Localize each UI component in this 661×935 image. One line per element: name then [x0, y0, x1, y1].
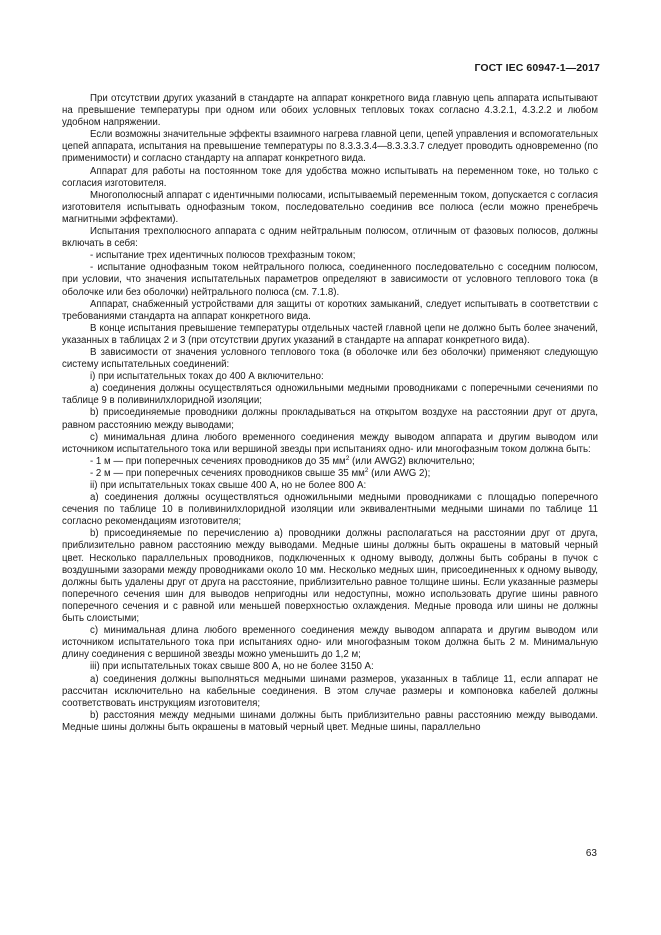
list-item: c) минимальная длина любого временного соединения между выводом аппарата и другим выводом или источником испытательного тока при испытаниях одно- или многофазным током должна быть 2 м. Минимальную длину соединения с вершиной звезды можно уменьшить до 1,2 м;: [62, 625, 598, 661]
paragraph: Аппарат, снабженный устройствами для защиты от коротких замыканий, следует испытывать в соответствии с требованиями стандарта на аппарат конкретного вида.: [62, 298, 598, 322]
paragraph: В зависимости от значения условного теплового тока (в оболочке или без оболочки) применяют следующую систему испытательных соединений:: [62, 346, 598, 371]
paragraph: Аппарат для работы на постоянном токе для удобства можно испытывать на переменном токе, но только с согласия изготовителя.: [62, 165, 598, 189]
list-item: b) присоединяемые проводники должны прокладываться на открытом воздухе на расстоянии друг от друга, равном расстоянию между выводами;: [62, 407, 598, 431]
paragraph: При отсутствии других указаний в стандарте на аппарат конкретного вида главную цепь аппарата испытывают на превышение температуры при одном или обоих условных тепловых токах согласно 4.3.2.1, 4.3.2.2 и любом удобном напряжении.: [62, 93, 598, 129]
list-item: - испытание однофазным током нейтрального полюса, соединенного последовательно с соседним полюсом, при условии, что значения испытательных параметров определяют в зависимости от условного теплового тока (в оболочке или без оболочки) нейтрального полюса (см. 7.1.8).: [62, 262, 598, 298]
list-item: iii) при испытательных токах свыше 800 А, но не более 3150 А:: [90, 661, 374, 673]
text-fragment: (или AWG2) включительно;: [349, 455, 475, 467]
list-item: [62, 468, 598, 480]
list-item: - испытание трех идентичных полюсов трехфазным током;: [90, 250, 356, 262]
list-item: b) присоединяемые по перечислению а) проводники должны располагаться на расстоянии друг от друга, приблизительно равном расстоянию между выводами. Медные шины должны быть окрашены в матовый черный цвет. Несколько параллельных проводников, подключенных к одному выводу, должны быть собраны в пучок с воздушными зазорами между проводниками около 10 мм. Несколько медных шин, присоединенных к одному выводу, должны быть удалены друг от друга на расстояние, приблизительно равное толщине шины. Если указанные размеры поперечного сечения шин для выводов непригодны или недоступны, можно использовать другие шины равного поперечного сечения и с равной или меньшей поверхностью охлаждения. Медные провода или шины не должны быть слоистыми;: [62, 528, 598, 625]
page-number: 63: [585, 848, 597, 859]
paragraph: Если возможны значительные эффекты взаимного нагрева главной цепи, цепей управления и вспомогательных цепей аппарата, испытания на превышение температуры по 8.3.3.3.4—8.3.3.3.7 следует проводить одновременно (по применимости) и согласно стандарту на аппарат конкретного вида.: [62, 129, 598, 165]
list-item: b) расстояния между медными шинами должны быть приблизительно равны расстоянию между выводами. Медные шины должны быть окрашены в матовый черный цвет. Медные шины, параллельно: [62, 709, 598, 733]
list-item: a) соединения должны осуществляться одножильными медными проводниками с поперечными сечениями по таблице 9 в поливинилхлоридной изоляции;: [62, 383, 598, 407]
list-item: a) соединения должны выполняться медными шинами размеров, указанных в таблице 11, если аппарат не рассчитан исключительно на кабельные соединения. В этом случае размеры и компоновка кабелей должны соответствовать инструкциям изготовителя;: [62, 673, 598, 709]
text-fragment: - 2 м — при поперечных сечениях проводников свыше 35 мм: [90, 467, 365, 479]
standard-header: ГОСТ IEC 60947-1—2017: [474, 62, 600, 74]
list-item: [62, 456, 598, 468]
document-body: [62, 93, 598, 734]
text-fragment: - 1 м — при поперечных сечениях проводников до 35 мм: [90, 455, 346, 467]
paragraph: Испытания трехполюсного аппарата с одним нейтральным полюсом, отличным от фазовых полюсов, должны включать в себя:: [62, 226, 598, 250]
paragraph: В конце испытания превышение температуры отдельных частей главной цепи не должно быть более значений, указанных в таблицах 2 и 3 (при отсутствии других указаний в стандарте на аппарат конкретного вида).: [62, 322, 598, 346]
list-item: ii) при испытательных токах свыше 400 А, но не более 800 А:: [90, 480, 367, 491]
superscript: 2: [364, 466, 369, 474]
list-item: i) при испытательных токах до 400 А включительно:: [90, 371, 324, 383]
list-item: a) соединения должны осуществляться одножильными медными проводниками с площадью поперечного сечения по таблице 10 в поливинилхлоридной изоляции или эквивалентными медными шинами по таблице 11 согласно рекомендациям изготовителя;: [62, 492, 598, 528]
list-item: c) минимальная длина любого временного соединения между выводом аппарата и другим выводом или источником испытательного тока или вершиной звезды при испытаниях одно- или многофазным током должна быть:: [62, 431, 598, 455]
paragraph: Многополюсный аппарат с идентичными полюсами, испытываемый переменным током, допускается с согласия изготовителя испытывать однофазным током, последовательно соединив все полюса (если можно пренебречь магнитными эффектами).: [62, 189, 598, 225]
superscript: 2: [345, 454, 350, 462]
text-fragment: (или AWG 2);: [368, 467, 431, 479]
